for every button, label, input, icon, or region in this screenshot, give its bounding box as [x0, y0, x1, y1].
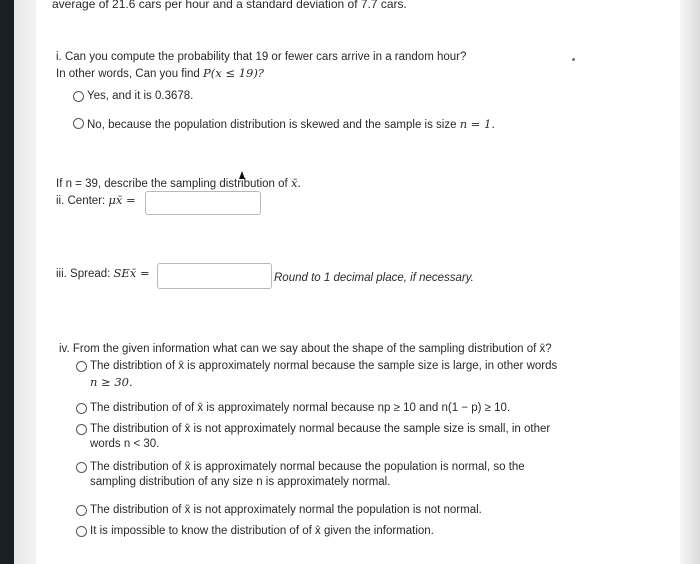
- q2-intro: [56, 176, 301, 190]
- q2-intro-math: x̄.: [290, 176, 302, 190]
- q1-line2-math: P(x ≤ 19)?: [203, 66, 264, 80]
- q4-option-3-line1: The distribution of x̄ is not approximately normal because the sample size is small, in other: [90, 423, 551, 435]
- q4-option-5-radio[interactable]: [76, 505, 87, 516]
- right-window-edge: [680, 0, 700, 564]
- q2-intro-text: If n = 39, describe the sampling distribution of: [56, 178, 291, 190]
- q3-rounding-note: Round to 1 decimal place, if necessary.: [274, 272, 474, 284]
- left-window-edge: [0, 0, 36, 564]
- q4-option-2-radio[interactable]: [76, 403, 87, 414]
- header-text: average of 21.6 cars per hour and a standard deviation of 7.7 cars.: [52, 0, 407, 11]
- q1-option-no-radio[interactable]: [73, 118, 84, 129]
- q1-option-no-math: n = 1.: [459, 117, 496, 131]
- q4-option-2-line1: The distribution of of x̄ is approximately normal because np ≥ 10 and n(1 − p) ≥ 10.: [90, 402, 511, 414]
- q1-option-no-text: No, because the population distribution is skewed and the sample is size: [87, 119, 460, 131]
- q1-option-yes-radio[interactable]: [73, 91, 84, 102]
- mouse-cursor-icon: [239, 171, 245, 179]
- q1-option-yes-label: Yes, and it is 0.3678.: [87, 90, 194, 102]
- q4-question: iv. From the given information what can we say about the shape of the sampling distribution of x̄?: [59, 343, 552, 355]
- q2-center-math: μx̄ =: [108, 193, 136, 207]
- q4-option-4-line1: The distribution of x̄ is approximately normal because the population is normal, so the: [90, 461, 525, 473]
- q4-option-1-line1: The distribtion of x̄ is approximately normal because the sample size is large, in other words: [90, 360, 558, 372]
- q4-option-1-line2: n ≥ 30.: [90, 375, 133, 389]
- q1-line2-text: In other words, Can you find: [56, 68, 204, 80]
- q1-line2: [56, 66, 264, 80]
- q3-label: [56, 266, 150, 280]
- q3-label-text: iii. Spread:: [56, 268, 114, 280]
- stray-dot: [572, 58, 575, 61]
- q4-option-3-radio[interactable]: [76, 424, 87, 435]
- q4-option-4-radio[interactable]: [76, 462, 87, 473]
- q2-center-label: [56, 193, 136, 207]
- spread-answer-input[interactable]: [157, 263, 272, 289]
- q2-center-text: ii. Center:: [56, 195, 109, 207]
- center-answer-input[interactable]: [145, 191, 261, 215]
- q4-option-5-line1: The distribution of x̄ is not approximately normal the population is not normal.: [90, 504, 482, 516]
- q1-line1: i. Can you compute the probability that 19 or fewer cars arrive in a random hour?: [56, 51, 467, 63]
- q4-option-6-radio[interactable]: [76, 526, 87, 537]
- q3-label-math: SEx̄ =: [113, 266, 150, 280]
- q4-option-4-line2: sampling distribution of any size n is approximately normal.: [90, 476, 391, 488]
- q4-option-3-line2: words n < 30.: [90, 438, 160, 450]
- q1-option-no-label: [87, 117, 495, 131]
- q4-option-6-line1: It is impossible to know the distribution of of x̄ given the information.: [90, 525, 434, 537]
- q4-option-1-radio[interactable]: [76, 361, 87, 372]
